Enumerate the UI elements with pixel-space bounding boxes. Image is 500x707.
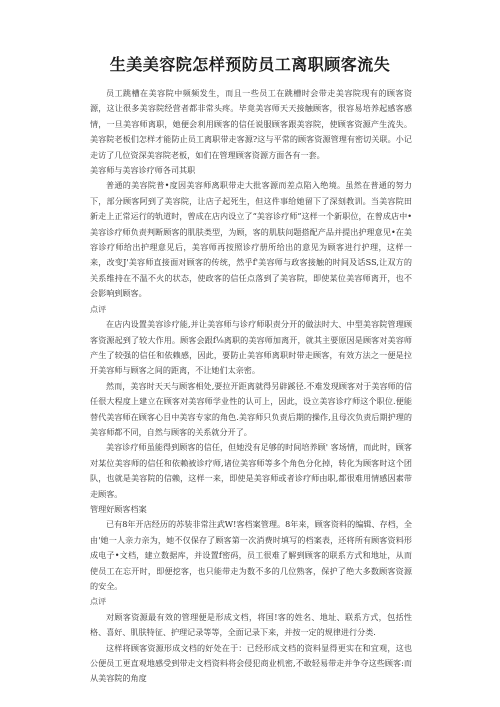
body-paragraph: 在店内设置美容诊疗能,并让美容师与诊疗师职责分开的做法时大、中型美容院管理顾客资源起到了较大作用。顾客会跟f⅛离职的美容师加离开，就其主要原因是顾客对美容师产生了较强的信任和依赖感，因此，要防止美容师离职时带走顾客，有效方法之一便是拉开美容师与顾客之间的距离，不让她们太亲密。 bbox=[90, 319, 412, 376]
body-paragraph: 员工跳槽在美容院中频频发生，而且一些员工在跳槽时会带走美容院现有的顾客资源，这让很多美容院经营者都非常头疼。毕竟美容师天天接触顾客，很容易培养起感客感情，一旦美容师离职，她便会利用顾客的信任说服顾客跟美容院，使顾客资源产生流失。美容院老板们怎样才能防止员工离职带走客源?这与平常的顾客资源管理有密切关联。小记走访了几位资深美容院老板，如们在管理顾客资源方面各有一套。 bbox=[90, 88, 412, 160]
section-heading: 美容师与美容诊疗师各司其职 bbox=[90, 165, 196, 176]
body-paragraph: 然而，美容时天天与顾客相处,要拉开距离就得另辟蹊径.不难发现顾客对于美容师的信任很大程度上建立在顾客对美容师学业性的认可上，因此，设立美容诊疗师这个职位.便能替代美容师在顾客心目中美容专家的角色.美容师只负责后期的操作,且母次负责后期护理的美容师都不同，自然与顾客的关系就分开了。 bbox=[90, 380, 412, 437]
document-body bbox=[90, 86, 412, 687]
body-paragraph: 这样将顾客资源形成文档的好处在于：已经形成文档的资料显得更实在和宜观，这也公便员工更直观地感受到带走文档资料将会侵犯商业机密,不敢轻易带走并争夺这些顾客:而从美容院的角度 bbox=[90, 642, 412, 684]
body-paragraph: 普通的美容院普•度因美容师离职带走大批客源而差点陷入绝境。虽然在普通的努力下，部分顾客阿到了美容院，让店子起死生，但这件事给她留下了深刻教训。当美容院田新走上正常运行的轨道时，曾成在店内设立了“美容诊疗师”这样一个新职位，在曾成店中•美容诊疗师负责判断顾客的肌肤类型，为顾，客的肌肤问题搭配产品并提出护理意见•在美容诊疗师给出护理意见后，美容师再按照诊疗册所给出的意见为顾客进行护理，这样一来，改变J'美容师直接面对顾客的传统，然乎f'美容师与政客接触的时间及话SS,让双方的关系维持在不温不火的状态，使政客的信任点落到了美容院，即使某位美容师离开，也不会影响到顾客。 bbox=[90, 180, 412, 299]
document-title: 生美美容院怎样预防员工离职顾客流失 bbox=[109, 55, 391, 74]
body-paragraph: 美容诊疗师虽能得到顾客的信任，但她没有足够的时间培养顾' 客场情，而此时，顾客对某位美容师的信任和依赖被诊疗师,诸位美容师等多个角色分化掉，转化为顾客时这个团队，也就是美容院的信赖，这样一来，即使是美容师或者诊疗师由职,都很难用情感因素带走顾客。 bbox=[90, 442, 412, 499]
body-paragraph: 对顾客资源最有效的管理便是形成文档，将国!客的姓名、地址、联系方式，包括性格、喜好、肌肤特征、护理记录等等，全面记录下来，并按一定的规律进行分类. bbox=[90, 611, 412, 638]
body-paragraph: 已有8年开店经历的苏装非常注武W!客档案管理。8年来，顾客资料的编辑、存档，全由'她一人亲力亲为，她不仅保存了顾客第一次消费时填写的档案表，还将所有顾客资料形成电子•文档，建立数据库，并设置f密码，员工很难了解到顾客的联系方式和地址，从而使员工在忘开时，即便挖客，也只能带走为数不多的几位熟客，保护了绝大多数顾客资源的安全。 bbox=[90, 519, 412, 591]
comment-label: 点评 bbox=[90, 596, 107, 607]
section-heading: 管理好顾客档案 bbox=[90, 503, 147, 514]
comment-label: 点评 bbox=[90, 303, 107, 314]
